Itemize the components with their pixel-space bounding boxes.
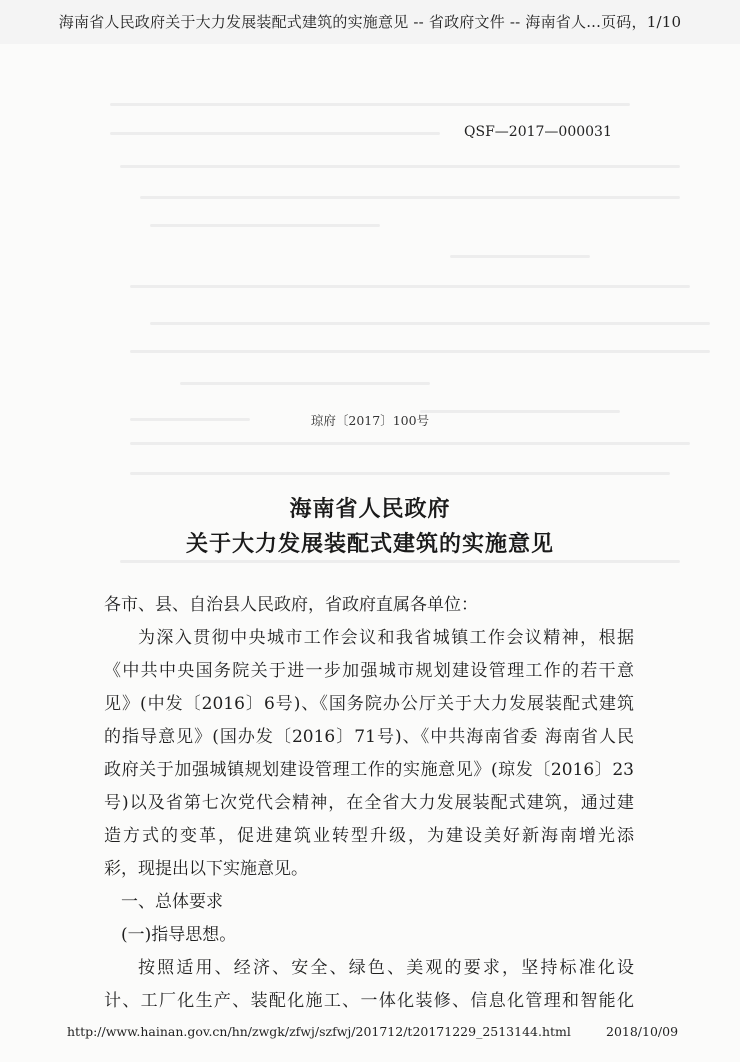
intro-line: 为深入贯彻中央城市工作会议和我省城镇工作会议精神，根据 (138, 628, 634, 648)
intro-line: 的指导意见》(国办发〔2016〕71号)、《中共海南省委 海南省人民 (104, 727, 634, 747)
intro-line: 号)以及省第七次党代会精神，在全省大力发展装配式建筑，通过建 (104, 793, 634, 813)
header-page-label: 页码，1/10 (601, 13, 682, 31)
document-body (104, 589, 634, 1018)
print-header (0, 11, 740, 32)
header-title: 海南省人民政府关于大力发展装配式建筑的实施意见 (58, 13, 409, 31)
header-separator: -- (408, 13, 429, 31)
intro-line: 《中共中央国务院关于进一步加强城市规划建设管理工作的若干意 (104, 661, 634, 681)
intro-line: 彩，现提出以下实施意见。 (104, 859, 308, 879)
intro-line: 见》(中发〔2016〕6号)、《国务院办公厅关于大力发展装配式建筑 (104, 694, 634, 714)
footer-date: 2018/10/09 (606, 1024, 679, 1039)
subsection-heading: (一)指导思想。 (121, 925, 237, 945)
header-section: 省政府文件 (428, 13, 505, 31)
guiding-line: 计、工厂化生产、装配化施工、一体化装修、信息化管理和智能化 (104, 991, 634, 1011)
header-site: 海南省人... (525, 13, 602, 31)
intro-line: 造方式的变革，促进建筑业转型升级，为建设美好新海南增光添 (104, 826, 634, 846)
intro-line: 政府关于加强城镇规划建设管理工作的实施意见》(琼发〔2016〕23 (104, 760, 634, 780)
footer-url: http://www.hainan.gov.cn/hn/zwgk/zfwj/szfwj/201712/t20171229_2513144.html (67, 1024, 571, 1039)
document-title-line-1: 海南省人民政府 (289, 497, 451, 522)
addressee: 各市、县、自治县人民政府，省政府直属各单位： (104, 595, 478, 615)
header-separator: -- (504, 13, 526, 31)
document-title-line-2: 关于大力发展装配式建筑的实施意见 (185, 532, 554, 557)
document-code: QSF—2017—000031 (464, 124, 612, 140)
document-number: 琼府〔2017〕100号 (310, 413, 430, 428)
guiding-line: 按照适用、经济、安全、绿色、美观的要求，坚持标准化设 (138, 958, 634, 978)
section-heading: 一、总体要求 (121, 892, 223, 912)
